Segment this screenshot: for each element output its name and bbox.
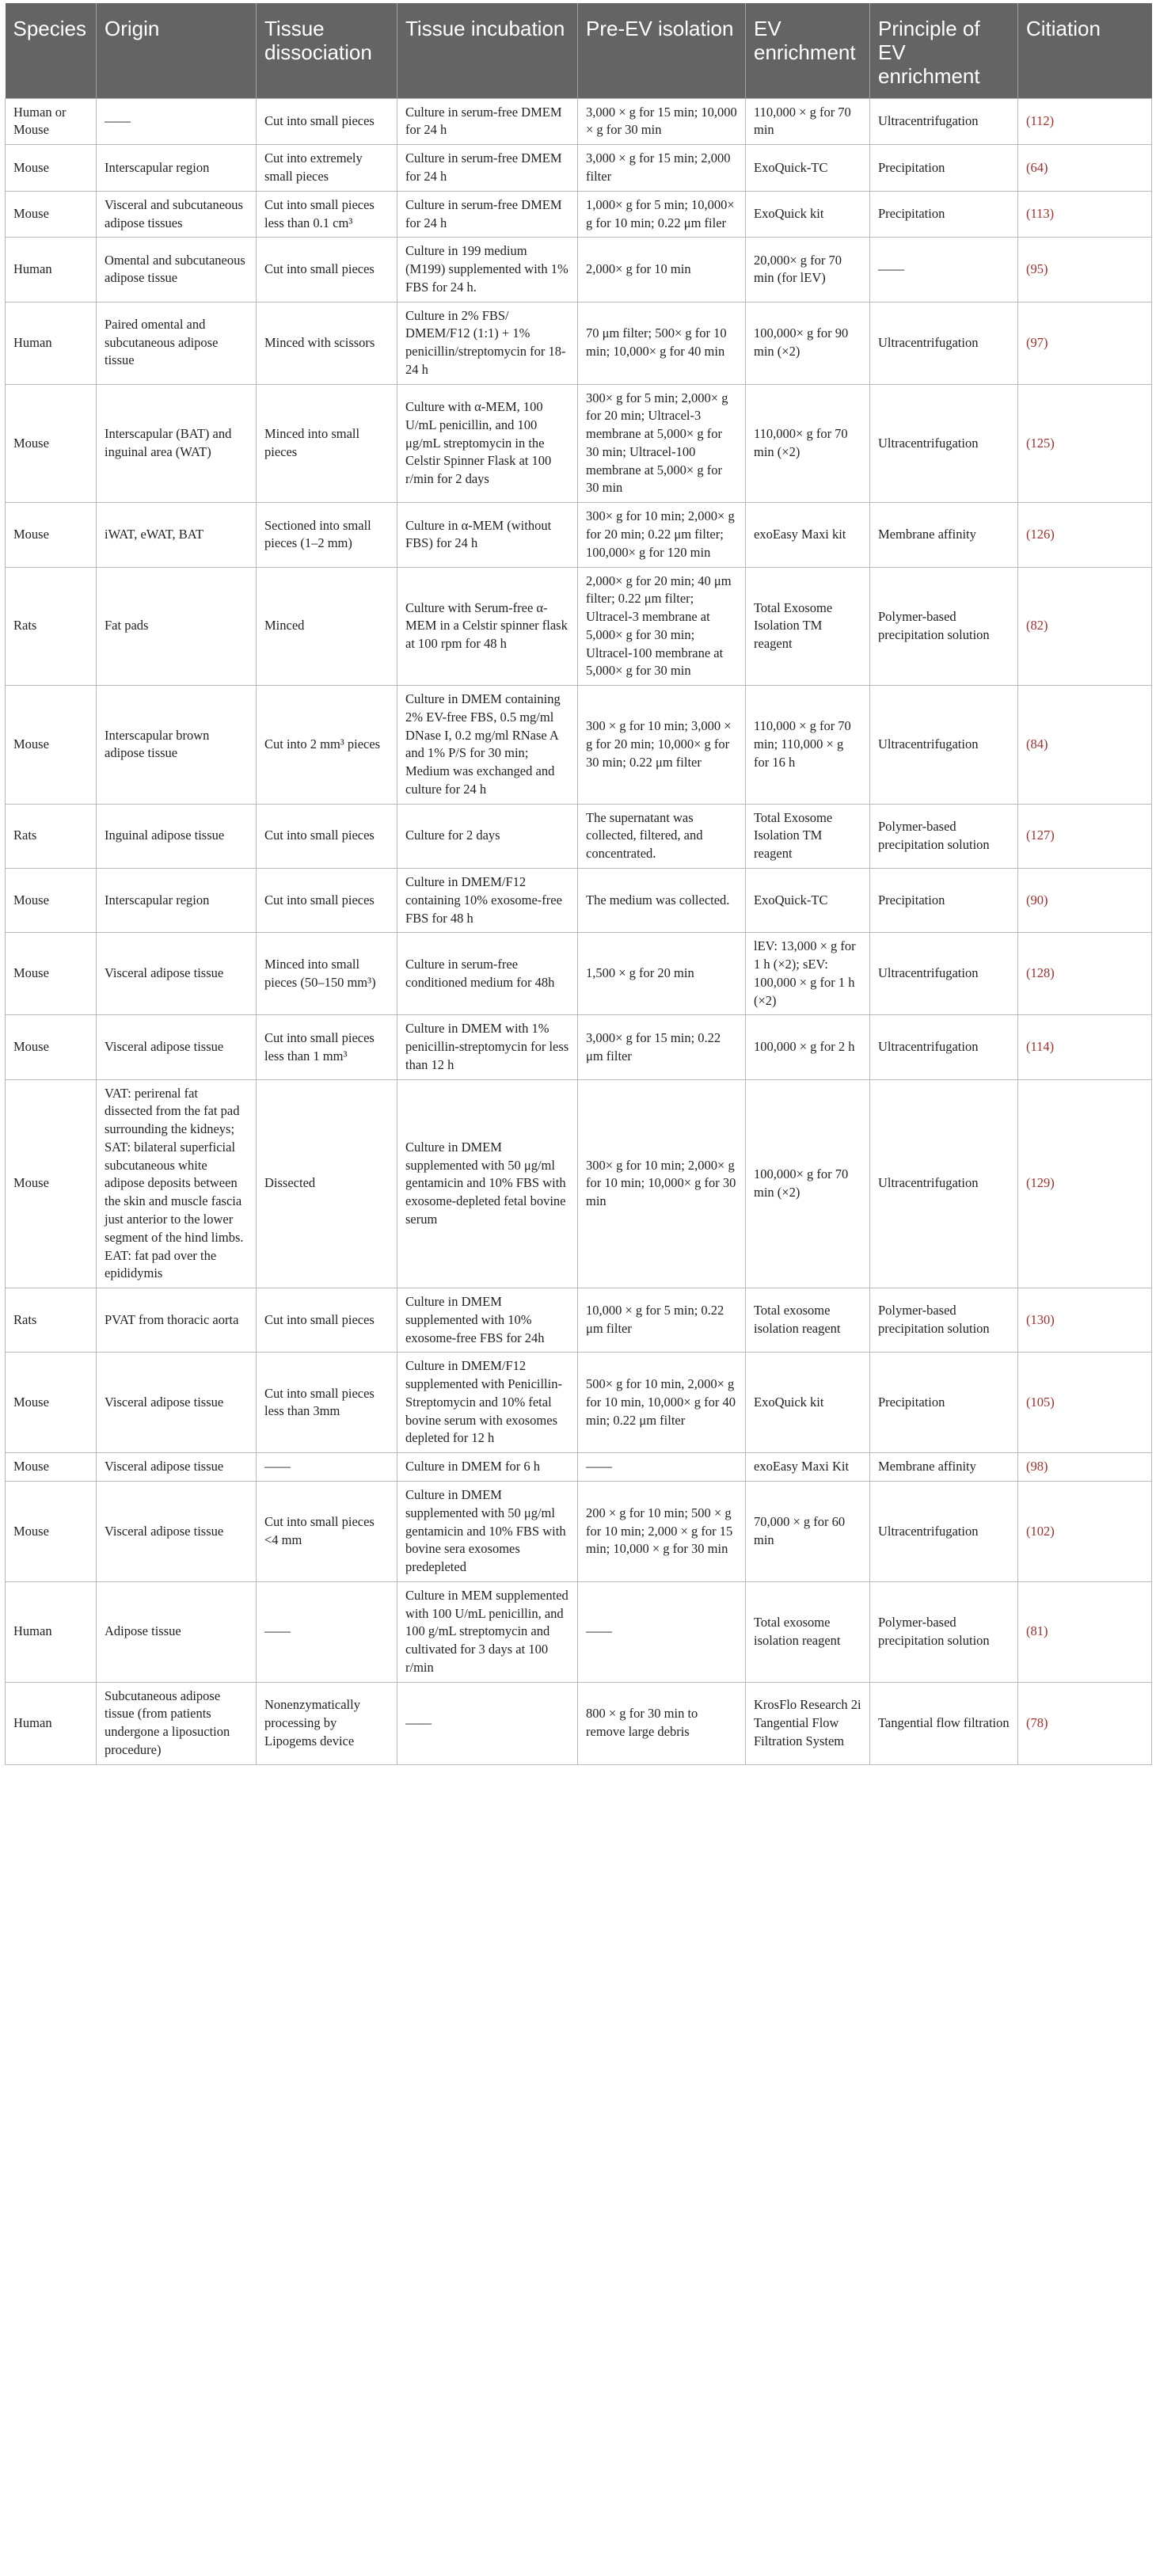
cell-enrichment: ExoQuick kit (746, 191, 870, 238)
cell-pre-isolation: 300× g for 5 min; 2,000× g for 20 min; Ultracel-3 membrane at 5,000× g for 30 min; Ultracel-100 membrane at 5,000× g for 30 min (578, 384, 746, 503)
cell-origin: Subcutaneous adipose tissue (from patients undergone a liposuction procedure) (97, 1682, 257, 1764)
cell-origin: Interscapular (BAT) and inguinal area (WAT) (97, 384, 257, 503)
cell-incubation: Culture for 2 days (397, 804, 578, 868)
cell-origin: Interscapular region (97, 145, 257, 192)
cell-enrichment: Total Exosome Isolation TM reagent (746, 804, 870, 868)
cell-principle: Polymer-based precipitation solution (870, 567, 1018, 686)
cell-dissociation: Cut into small pieces (257, 238, 397, 302)
cell-citation[interactable]: (113) (1018, 191, 1152, 238)
cell-species: Human (6, 238, 97, 302)
cell-dissociation: Minced with scissors (257, 302, 397, 384)
cell-citation[interactable]: (112) (1018, 98, 1152, 145)
cell-origin: VAT: perirenal fat dissected from the fat pad surrounding the kidneys; SAT: bilateral superficial subcutaneous white adipose deposits between the skin and muscle fascia just anterior to the lower segment of the hind limbs. EAT: fat pad over the epididymis (97, 1079, 257, 1288)
cell-pre-isolation: 2,000× g for 20 min; 40 μm filter; 0.22 μm filter; Ultracel-3 membrane at 5,000× g for 30 min; Ultracel-100 membrane at 5,000× g for 30 min (578, 567, 746, 686)
cell-citation[interactable]: (114) (1018, 1015, 1152, 1079)
cell-incubation: Culture in DMEM supplemented with 50 μg/ml gentamicin and 10% FBS with bovine sera exosomes predepleted (397, 1481, 578, 1581)
header-incubation: Tissue incubation (397, 3, 578, 98)
header-dissociation: Tissue dissociation (257, 3, 397, 98)
cell-enrichment: 110,000 × g for 70 min (746, 98, 870, 145)
table-row-2 (6, 145, 1152, 192)
cell-dissociation: Cut into small pieces (257, 1288, 397, 1353)
cell-pre-isolation: The supernatant was collected, filtered, and concentrated. (578, 804, 746, 868)
cell-species: Mouse (6, 1015, 97, 1079)
cell-origin: Visceral adipose tissue (97, 933, 257, 1015)
cell-pre-isolation: 1,500 × g for 20 min (578, 933, 746, 1015)
cell-dissociation: —— (257, 1453, 397, 1482)
table-row-4 (6, 238, 1152, 302)
cell-species: Human (6, 302, 97, 384)
cell-species: Mouse (6, 503, 97, 567)
header-principle: Principle of EV enrichment (870, 3, 1018, 98)
cell-origin: Interscapular region (97, 869, 257, 933)
header-origin: Origin (97, 3, 257, 98)
cell-species: Mouse (6, 145, 97, 192)
cell-enrichment: ExoQuick kit (746, 1353, 870, 1453)
cell-dissociation: Cut into small pieces (257, 98, 397, 145)
cell-citation[interactable]: (95) (1018, 238, 1152, 302)
cell-principle: Polymer-based precipitation solution (870, 804, 1018, 868)
cell-pre-isolation: —— (578, 1581, 746, 1682)
cell-citation[interactable]: (105) (1018, 1353, 1152, 1453)
table-row-3 (6, 191, 1152, 238)
cell-pre-isolation: 3,000 × g for 15 min; 10,000 × g for 30 min (578, 98, 746, 145)
cell-principle: Precipitation (870, 1353, 1018, 1453)
table-row-18 (6, 1481, 1152, 1581)
cell-incubation: Culture in DMEM containing 2% EV-free FBS, 0.5 mg/ml DNase I, 0.2 mg/ml RNase A and 1% P/S for 30 min; Medium was exchanged and culture for 24 h (397, 686, 578, 805)
table-row-11 (6, 869, 1152, 933)
cell-incubation: Culture in DMEM/F12 containing 10% exosome-free FBS for 48 h (397, 869, 578, 933)
cell-pre-isolation: 200 × g for 10 min; 500 × g for 10 min; 2,000 × g for 15 min; 10,000 × g for 30 min (578, 1481, 746, 1581)
table-row-19 (6, 1581, 1152, 1682)
cell-principle: Polymer-based precipitation solution (870, 1288, 1018, 1353)
cell-citation[interactable]: (90) (1018, 869, 1152, 933)
cell-pre-isolation: 800 × g for 30 min to remove large debris (578, 1682, 746, 1764)
cell-principle: Membrane affinity (870, 1453, 1018, 1482)
cell-pre-isolation: 300 × g for 10 min; 3,000 × g for 20 min; 10,000× g for 30 min; 0.22 μm filter (578, 686, 746, 805)
cell-dissociation: Nonenzymatically processing by Lipogems device (257, 1682, 397, 1764)
table-row-14 (6, 1079, 1152, 1288)
cell-enrichment: KrosFlo Research 2i Tangential Flow Filtration System (746, 1682, 870, 1764)
cell-species: Mouse (6, 869, 97, 933)
cell-principle: —— (870, 238, 1018, 302)
cell-citation[interactable]: (82) (1018, 567, 1152, 686)
cell-pre-isolation: 10,000 × g for 5 min; 0.22 μm filter (578, 1288, 746, 1353)
table-row-17 (6, 1453, 1152, 1482)
cell-enrichment: Total exosome isolation reagent (746, 1288, 870, 1353)
cell-incubation: Culture in DMEM for 6 h (397, 1453, 578, 1482)
cell-incubation: Culture in serum-free DMEM for 24 h (397, 98, 578, 145)
cell-species: Mouse (6, 933, 97, 1015)
cell-origin: Visceral adipose tissue (97, 1015, 257, 1079)
cell-dissociation: —— (257, 1581, 397, 1682)
cell-incubation: Culture in serum-free conditioned medium for 48h (397, 933, 578, 1015)
cell-enrichment: exoEasy Maxi Kit (746, 1453, 870, 1482)
cell-dissociation: Cut into small pieces (257, 869, 397, 933)
cell-origin: PVAT from thoracic aorta (97, 1288, 257, 1353)
cell-incubation: Culture with Serum-free α-MEM in a Celstir spinner flask at 100 rpm for 48 h (397, 567, 578, 686)
cell-citation[interactable]: (78) (1018, 1682, 1152, 1764)
table-row-15 (6, 1288, 1152, 1353)
table-row-20 (6, 1682, 1152, 1764)
cell-origin: Omental and subcutaneous adipose tissue (97, 238, 257, 302)
cell-origin: Visceral and subcutaneous adipose tissues (97, 191, 257, 238)
cell-citation[interactable]: (126) (1018, 503, 1152, 567)
header-pre-isolation: Pre-EV isolation (578, 3, 746, 98)
cell-enrichment: 100,000 × g for 2 h (746, 1015, 870, 1079)
cell-species: Human or Mouse (6, 98, 97, 145)
cell-citation[interactable]: (97) (1018, 302, 1152, 384)
cell-principle: Precipitation (870, 145, 1018, 192)
cell-origin: Fat pads (97, 567, 257, 686)
cell-origin: —— (97, 98, 257, 145)
cell-incubation: Culture in 2% FBS/ DMEM/F12 (1:1) + 1% penicillin/streptomycin for 18-24 h (397, 302, 578, 384)
cell-dissociation: Cut into small pieces less than 3mm (257, 1353, 397, 1453)
cell-principle: Ultracentrifugation (870, 302, 1018, 384)
cell-enrichment: ExoQuick-TC (746, 869, 870, 933)
cell-principle: Ultracentrifugation (870, 1079, 1018, 1288)
cell-species: Human (6, 1581, 97, 1682)
cell-species: Mouse (6, 384, 97, 503)
cell-principle: Membrane affinity (870, 503, 1018, 567)
cell-species: Human (6, 1682, 97, 1764)
table-row-8 (6, 567, 1152, 686)
cell-pre-isolation: 300× g for 10 min; 2,000× g for 10 min; 10,000× g for 30 min (578, 1079, 746, 1288)
cell-enrichment: 70,000 × g for 60 min (746, 1481, 870, 1581)
cell-dissociation: Cut into small pieces <4 mm (257, 1481, 397, 1581)
cell-dissociation: Cut into small pieces (257, 804, 397, 868)
table-row-9 (6, 686, 1152, 805)
cell-origin: Adipose tissue (97, 1581, 257, 1682)
cell-enrichment: 100,000× g for 70 min (×2) (746, 1079, 870, 1288)
cell-pre-isolation: —— (578, 1453, 746, 1482)
cell-incubation: Culture in DMEM supplemented with 10% exosome-free FBS for 24h (397, 1288, 578, 1353)
cell-origin: Visceral adipose tissue (97, 1453, 257, 1482)
cell-pre-isolation: 3,000× g for 15 min; 0.22 μm filter (578, 1015, 746, 1079)
cell-dissociation: Cut into small pieces less than 0.1 cm³ (257, 191, 397, 238)
cell-principle: Ultracentrifugation (870, 98, 1018, 145)
cell-citation[interactable]: (98) (1018, 1453, 1152, 1482)
cell-citation[interactable]: (127) (1018, 804, 1152, 868)
cell-principle: Ultracentrifugation (870, 933, 1018, 1015)
cell-incubation: Culture in serum-free DMEM for 24 h (397, 145, 578, 192)
cell-principle: Ultracentrifugation (870, 384, 1018, 503)
cell-principle: Polymer-based precipitation solution (870, 1581, 1018, 1682)
cell-enrichment: 110,000× g for 70 min (×2) (746, 384, 870, 503)
cell-pre-isolation: 1,000× g for 5 min; 10,000× g for 10 min; 0.22 μm filer (578, 191, 746, 238)
cell-enrichment: Total Exosome Isolation TM reagent (746, 567, 870, 686)
cell-incubation: Culture in MEM supplemented with 100 U/mL penicillin, and 100 g/mL streptomycin and cultivated for 3 days at 100 r/min (397, 1581, 578, 1682)
cell-principle: Precipitation (870, 191, 1018, 238)
cell-incubation: Culture in DMEM supplemented with 50 μg/ml gentamicin and 10% FBS with exosome-depleted fetal bovine serum (397, 1079, 578, 1288)
table-row-10 (6, 804, 1152, 868)
cell-citation[interactable]: (84) (1018, 686, 1152, 805)
cell-dissociation: Minced into small pieces (257, 384, 397, 503)
cell-dissociation: Dissected (257, 1079, 397, 1288)
cell-origin: iWAT, eWAT, BAT (97, 503, 257, 567)
cell-species: Mouse (6, 686, 97, 805)
cell-enrichment: 20,000× g for 70 min (for lEV) (746, 238, 870, 302)
cell-enrichment: lEV: 13,000 × g for 1 h (×2); sEV: 100,000 × g for 1 h (×2) (746, 933, 870, 1015)
cell-species: Rats (6, 804, 97, 868)
cell-origin: Interscapular brown adipose tissue (97, 686, 257, 805)
header-citation: Citiation (1018, 3, 1152, 98)
cell-citation[interactable]: (128) (1018, 933, 1152, 1015)
table-row-16 (6, 1353, 1152, 1453)
cell-enrichment: exoEasy Maxi kit (746, 503, 870, 567)
cell-dissociation: Minced into small pieces (50–150 mm³) (257, 933, 397, 1015)
ev-isolation-table (5, 3, 1152, 1765)
header-row (6, 3, 1152, 98)
cell-incubation: —— (397, 1682, 578, 1764)
cell-species: Mouse (6, 191, 97, 238)
cell-pre-isolation: 300× g for 10 min; 2,000× g for 20 min; 0.22 μm filter; 100,000× g for 120 min (578, 503, 746, 567)
table-row-7 (6, 503, 1152, 567)
cell-pre-isolation: 2,000× g for 10 min (578, 238, 746, 302)
cell-origin: Visceral adipose tissue (97, 1353, 257, 1453)
cell-incubation: Culture in serum-free DMEM for 24 h (397, 191, 578, 238)
cell-incubation: Culture in 199 medium (M199) supplemented with 1% FBS for 24 h. (397, 238, 578, 302)
table-row-5 (6, 302, 1152, 384)
cell-principle: Ultracentrifugation (870, 1481, 1018, 1581)
cell-incubation: Culture with α-MEM, 100 U/mL penicillin, and 100 μg/mL streptomycin in the Celstir Spinner Flask at 100 r/min for 2 days (397, 384, 578, 503)
cell-origin: Inguinal adipose tissue (97, 804, 257, 868)
cell-citation[interactable]: (64) (1018, 145, 1152, 192)
cell-species: Rats (6, 1288, 97, 1353)
cell-dissociation: Cut into extremely small pieces (257, 145, 397, 192)
cell-species: Mouse (6, 1353, 97, 1453)
cell-incubation: Culture in DMEM with 1% penicillin-streptomycin for less than 12 h (397, 1015, 578, 1079)
cell-species: Rats (6, 567, 97, 686)
cell-enrichment: 110,000 × g for 70 min; 110,000 × g for 16 h (746, 686, 870, 805)
table-row-1 (6, 98, 1152, 145)
cell-species: Mouse (6, 1079, 97, 1288)
table-row-13 (6, 1015, 1152, 1079)
cell-principle: Precipitation (870, 869, 1018, 933)
cell-citation[interactable]: (129) (1018, 1079, 1152, 1288)
table-body (6, 98, 1152, 1764)
cell-dissociation: Minced (257, 567, 397, 686)
cell-incubation: Culture in DMEM/F12 supplemented with Penicillin-Streptomycin and 10% fetal bovine serum with exosomes depleted for 12 h (397, 1353, 578, 1453)
cell-citation[interactable]: (102) (1018, 1481, 1152, 1581)
cell-enrichment: 100,000× g for 90 min (×2) (746, 302, 870, 384)
table-row-12 (6, 933, 1152, 1015)
cell-principle: Ultracentrifugation (870, 686, 1018, 805)
cell-dissociation: Cut into 2 mm³ pieces (257, 686, 397, 805)
cell-origin: Visceral adipose tissue (97, 1481, 257, 1581)
cell-pre-isolation: 70 μm filter; 500× g for 10 min; 10,000× g for 40 min (578, 302, 746, 384)
cell-principle: Ultracentrifugation (870, 1015, 1018, 1079)
header-species: Species (6, 3, 97, 98)
header-enrichment: EV enrichment (746, 3, 870, 98)
table-row-6 (6, 384, 1152, 503)
cell-species: Mouse (6, 1481, 97, 1581)
cell-enrichment: ExoQuick-TC (746, 145, 870, 192)
cell-enrichment: Total exosome isolation reagent (746, 1581, 870, 1682)
cell-citation[interactable]: (125) (1018, 384, 1152, 503)
cell-incubation: Culture in α-MEM (without FBS) for 24 h (397, 503, 578, 567)
cell-pre-isolation: 3,000 × g for 15 min; 2,000 filter (578, 145, 746, 192)
cell-species: Mouse (6, 1453, 97, 1482)
cell-dissociation: Cut into small pieces less than 1 mm³ (257, 1015, 397, 1079)
cell-principle: Tangential flow filtration (870, 1682, 1018, 1764)
cell-pre-isolation: The medium was collected. (578, 869, 746, 933)
cell-citation[interactable]: (130) (1018, 1288, 1152, 1353)
cell-origin: Paired omental and subcutaneous adipose tissue (97, 302, 257, 384)
cell-citation[interactable]: (81) (1018, 1581, 1152, 1682)
cell-pre-isolation: 500× g for 10 min, 2,000× g for 10 min, 10,000× g for 40 min; 0.22 μm filter (578, 1353, 746, 1453)
cell-dissociation: Sectioned into small pieces (1–2 mm) (257, 503, 397, 567)
